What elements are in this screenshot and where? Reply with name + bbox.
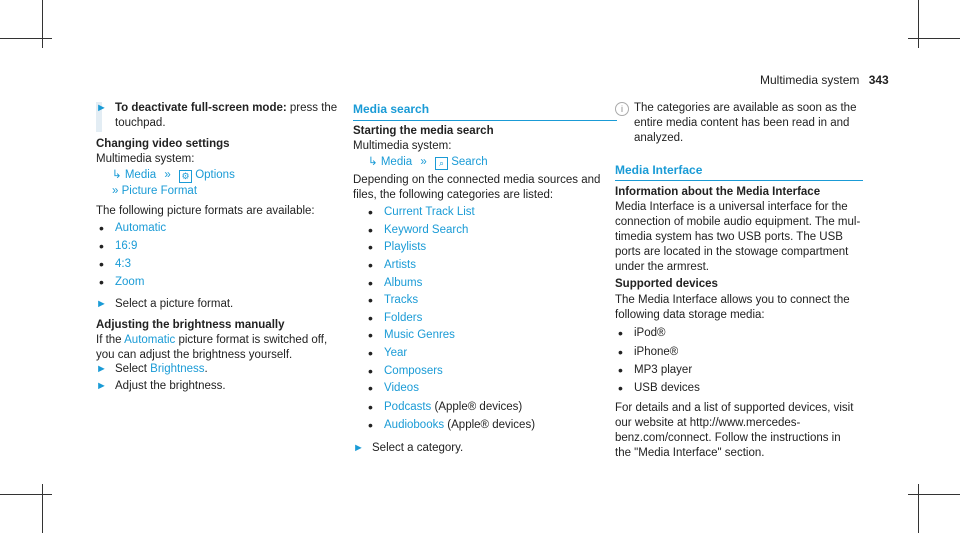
step-arrow-icon: ►: [96, 380, 107, 392]
bullet-icon: •: [368, 345, 373, 361]
step-deactivate-fullscreen: To deactivate full-screen mode: press the: [115, 102, 338, 114]
crop-mark: [0, 38, 52, 39]
path-picture-format: Picture Format: [121, 185, 198, 197]
media-interface-heading: Information about the Media Interface: [615, 186, 821, 198]
step-arrow-icon: ►: [96, 298, 107, 310]
section-rule: [615, 180, 863, 181]
bullet-icon: •: [368, 327, 373, 343]
brightness-text: If the Automatic picture format is switched off,: [96, 334, 328, 346]
menu-path: [368, 155, 488, 170]
section-title-media-interface: Media Interface: [615, 163, 703, 177]
note-text: The categories are available as soon as the: [634, 102, 857, 114]
bullet-icon: •: [368, 204, 373, 220]
bullet-icon: •: [618, 344, 623, 360]
bullet-icon: •: [368, 380, 373, 396]
supported-devices-heading: Supported devices: [615, 278, 718, 290]
bullet-icon: •: [368, 417, 373, 433]
path-media: Media: [380, 156, 413, 168]
bullet-icon: •: [99, 238, 104, 254]
crop-mark: [918, 484, 919, 533]
page-number: 343: [868, 73, 889, 87]
details-text: the "Media Interface" section.: [615, 447, 765, 459]
step-adjust-brightness: Adjust the brightness.: [115, 380, 226, 392]
media-search-heading: Starting the media search: [353, 125, 494, 137]
crop-mark: [908, 494, 960, 495]
device-item: MP3 player: [634, 364, 693, 376]
bullet-icon: •: [368, 239, 373, 255]
search-desc-2: files, the following categories are listed:: [353, 189, 554, 201]
interface-text: connection of mobile audio equipment. The mul-: [615, 216, 861, 228]
double-chevron-icon: »: [164, 169, 171, 181]
category-item: Year: [384, 347, 408, 359]
section-title-media-search: Media search: [353, 102, 430, 116]
header-title: Multimedia system: [760, 73, 860, 87]
format-item: 4:3: [115, 258, 131, 270]
crop-mark: [908, 38, 960, 39]
category-item-audiobooks: Audiobooks (Apple® devices): [384, 419, 536, 431]
page-header: [760, 73, 889, 87]
details-text[interactable]: our website at http://www.mercedes-: [615, 417, 801, 429]
bullet-icon: •: [368, 363, 373, 379]
info-icon: i: [615, 102, 629, 116]
bullet-icon: •: [368, 399, 373, 415]
menu-path-2: [112, 184, 197, 198]
bullet-icon: •: [99, 220, 104, 236]
double-chevron-icon: »: [420, 156, 427, 168]
category-item-podcasts: Podcasts (Apple® devices): [384, 401, 523, 413]
path-search: Search: [451, 156, 488, 168]
bullet-icon: •: [368, 275, 373, 291]
section-rule: [353, 120, 617, 121]
brightness-heading: Adjusting the brightness manually: [96, 319, 285, 331]
crop-mark: [42, 0, 43, 48]
category-item: Artists: [384, 259, 416, 271]
category-item: Folders: [384, 312, 423, 324]
device-item: iPod®: [634, 327, 666, 339]
video-settings-heading: Changing video settings: [96, 138, 230, 150]
supported-text: The Media Interface allows you to connect the: [615, 294, 850, 306]
step-arrow-icon: ►: [353, 442, 364, 454]
interface-text: timedia system has two USB ports. The USB: [615, 231, 843, 243]
step-select-format: Select a picture format.: [115, 298, 234, 310]
step-select-brightness: Select Brightness.: [115, 363, 208, 375]
supported-text: following data storage media:: [615, 309, 765, 321]
category-item: Playlists: [384, 241, 427, 253]
bullet-icon: •: [368, 292, 373, 308]
bullet-icon: •: [368, 310, 373, 326]
bullet-icon: •: [368, 257, 373, 273]
step-arrow-icon: ►: [96, 102, 107, 114]
crop-mark: [918, 0, 919, 48]
step-select-category: Select a category.: [372, 442, 464, 454]
interface-text: Media Interface is a universal interface for the: [615, 201, 848, 213]
options-icon: ⚙: [179, 170, 192, 183]
bullet-icon: •: [618, 362, 623, 378]
details-text: For details and a list of supported devices, visit: [615, 402, 854, 414]
step-text-cont: touchpad.: [115, 117, 166, 129]
step-arrow-icon: ►: [96, 363, 107, 375]
formats-intro: The following picture formats are available:: [96, 205, 315, 217]
search-desc: Depending on the connected media sources and: [353, 174, 601, 186]
path-arrow-icon: ↳: [112, 169, 122, 181]
format-item: 16:9: [115, 240, 138, 252]
bullet-icon: •: [618, 380, 623, 396]
path-media: Media: [124, 169, 157, 181]
details-text: benz.com/connect. Follow the instructions in: [615, 432, 841, 444]
interface-text: under the armrest.: [615, 261, 709, 273]
bullet-icon: •: [99, 274, 104, 290]
double-chevron-icon: »: [112, 185, 119, 197]
category-item: Videos: [384, 382, 419, 394]
interface-text: ports are located in the stowage compartment: [615, 246, 849, 258]
path-intro: Multimedia system:: [96, 153, 195, 165]
path-intro: Multimedia system:: [353, 140, 452, 152]
crop-mark: [42, 484, 43, 533]
format-item: Zoom: [115, 276, 145, 288]
bullet-icon: •: [618, 325, 623, 341]
category-item: Keyword Search: [384, 224, 469, 236]
format-item: Automatic: [115, 222, 167, 234]
path-arrow-icon: ↳: [368, 156, 378, 168]
category-item: Tracks: [384, 294, 419, 306]
category-item: Current Track List: [384, 206, 475, 218]
path-options: Options: [195, 169, 235, 181]
bullet-icon: •: [368, 222, 373, 238]
bullet-icon: •: [99, 256, 104, 272]
category-item: Albums: [384, 277, 423, 289]
note-text-2: entire media content has been read in and: [634, 117, 850, 129]
search-icon: ⌕: [435, 157, 448, 170]
category-item: Composers: [384, 365, 443, 377]
brightness-text-2: you can adjust the brightness yourself.: [96, 349, 293, 361]
category-item: Music Genres: [384, 329, 455, 341]
device-item: USB devices: [634, 382, 700, 394]
crop-mark: [0, 494, 52, 495]
note-text-3: analyzed.: [634, 132, 684, 144]
device-item: iPhone®: [634, 346, 679, 358]
menu-path: [112, 168, 235, 183]
